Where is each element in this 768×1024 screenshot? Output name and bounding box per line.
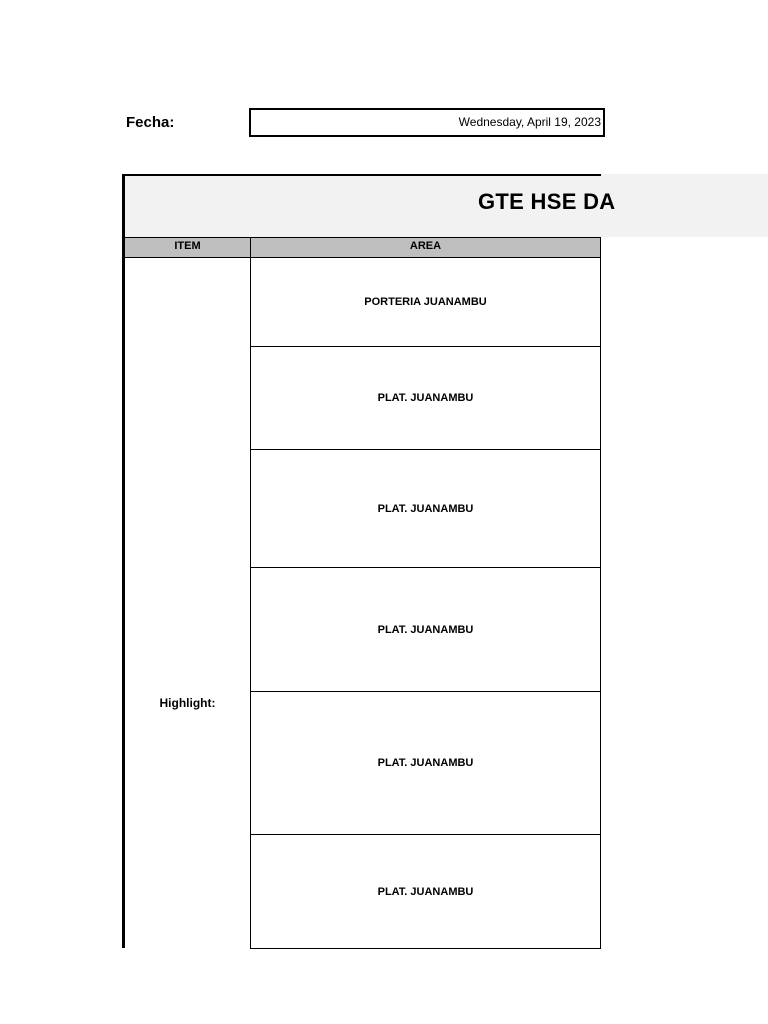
area-cell[interactable] <box>251 835 600 949</box>
area-text: PLAT. JUANAMBU <box>377 757 474 769</box>
item-highlight-label: Highlight: <box>159 696 216 710</box>
area-text: PLAT. JUANAMBU <box>377 885 474 898</box>
fecha-value-cell[interactable] <box>249 108 605 137</box>
title-band <box>123 174 768 237</box>
fecha-value: Wednesday, April 19, 2023 <box>458 115 601 129</box>
area-cell[interactable] <box>251 450 600 568</box>
area-cell[interactable] <box>251 257 600 347</box>
report-title: GTE HSE DA <box>478 189 616 214</box>
area-text: PORTERIA JUANAMBU <box>364 295 487 308</box>
area-cell[interactable] <box>251 347 600 450</box>
area-cell[interactable] <box>251 692 600 835</box>
area-text: PLAT. JUANAMBU <box>377 392 474 404</box>
header-area: AREA <box>250 238 601 257</box>
title-band-top-border <box>123 174 601 176</box>
column-right-border <box>600 257 601 949</box>
area-cell[interactable] <box>251 568 600 692</box>
header-item: ITEM <box>174 240 201 252</box>
area-text: PLAT. JUANAMBU <box>377 502 474 515</box>
table-left-border <box>122 174 125 948</box>
fecha-label: Fecha: <box>126 114 175 131</box>
area-text: PLAT. JUANAMBU <box>377 623 474 636</box>
